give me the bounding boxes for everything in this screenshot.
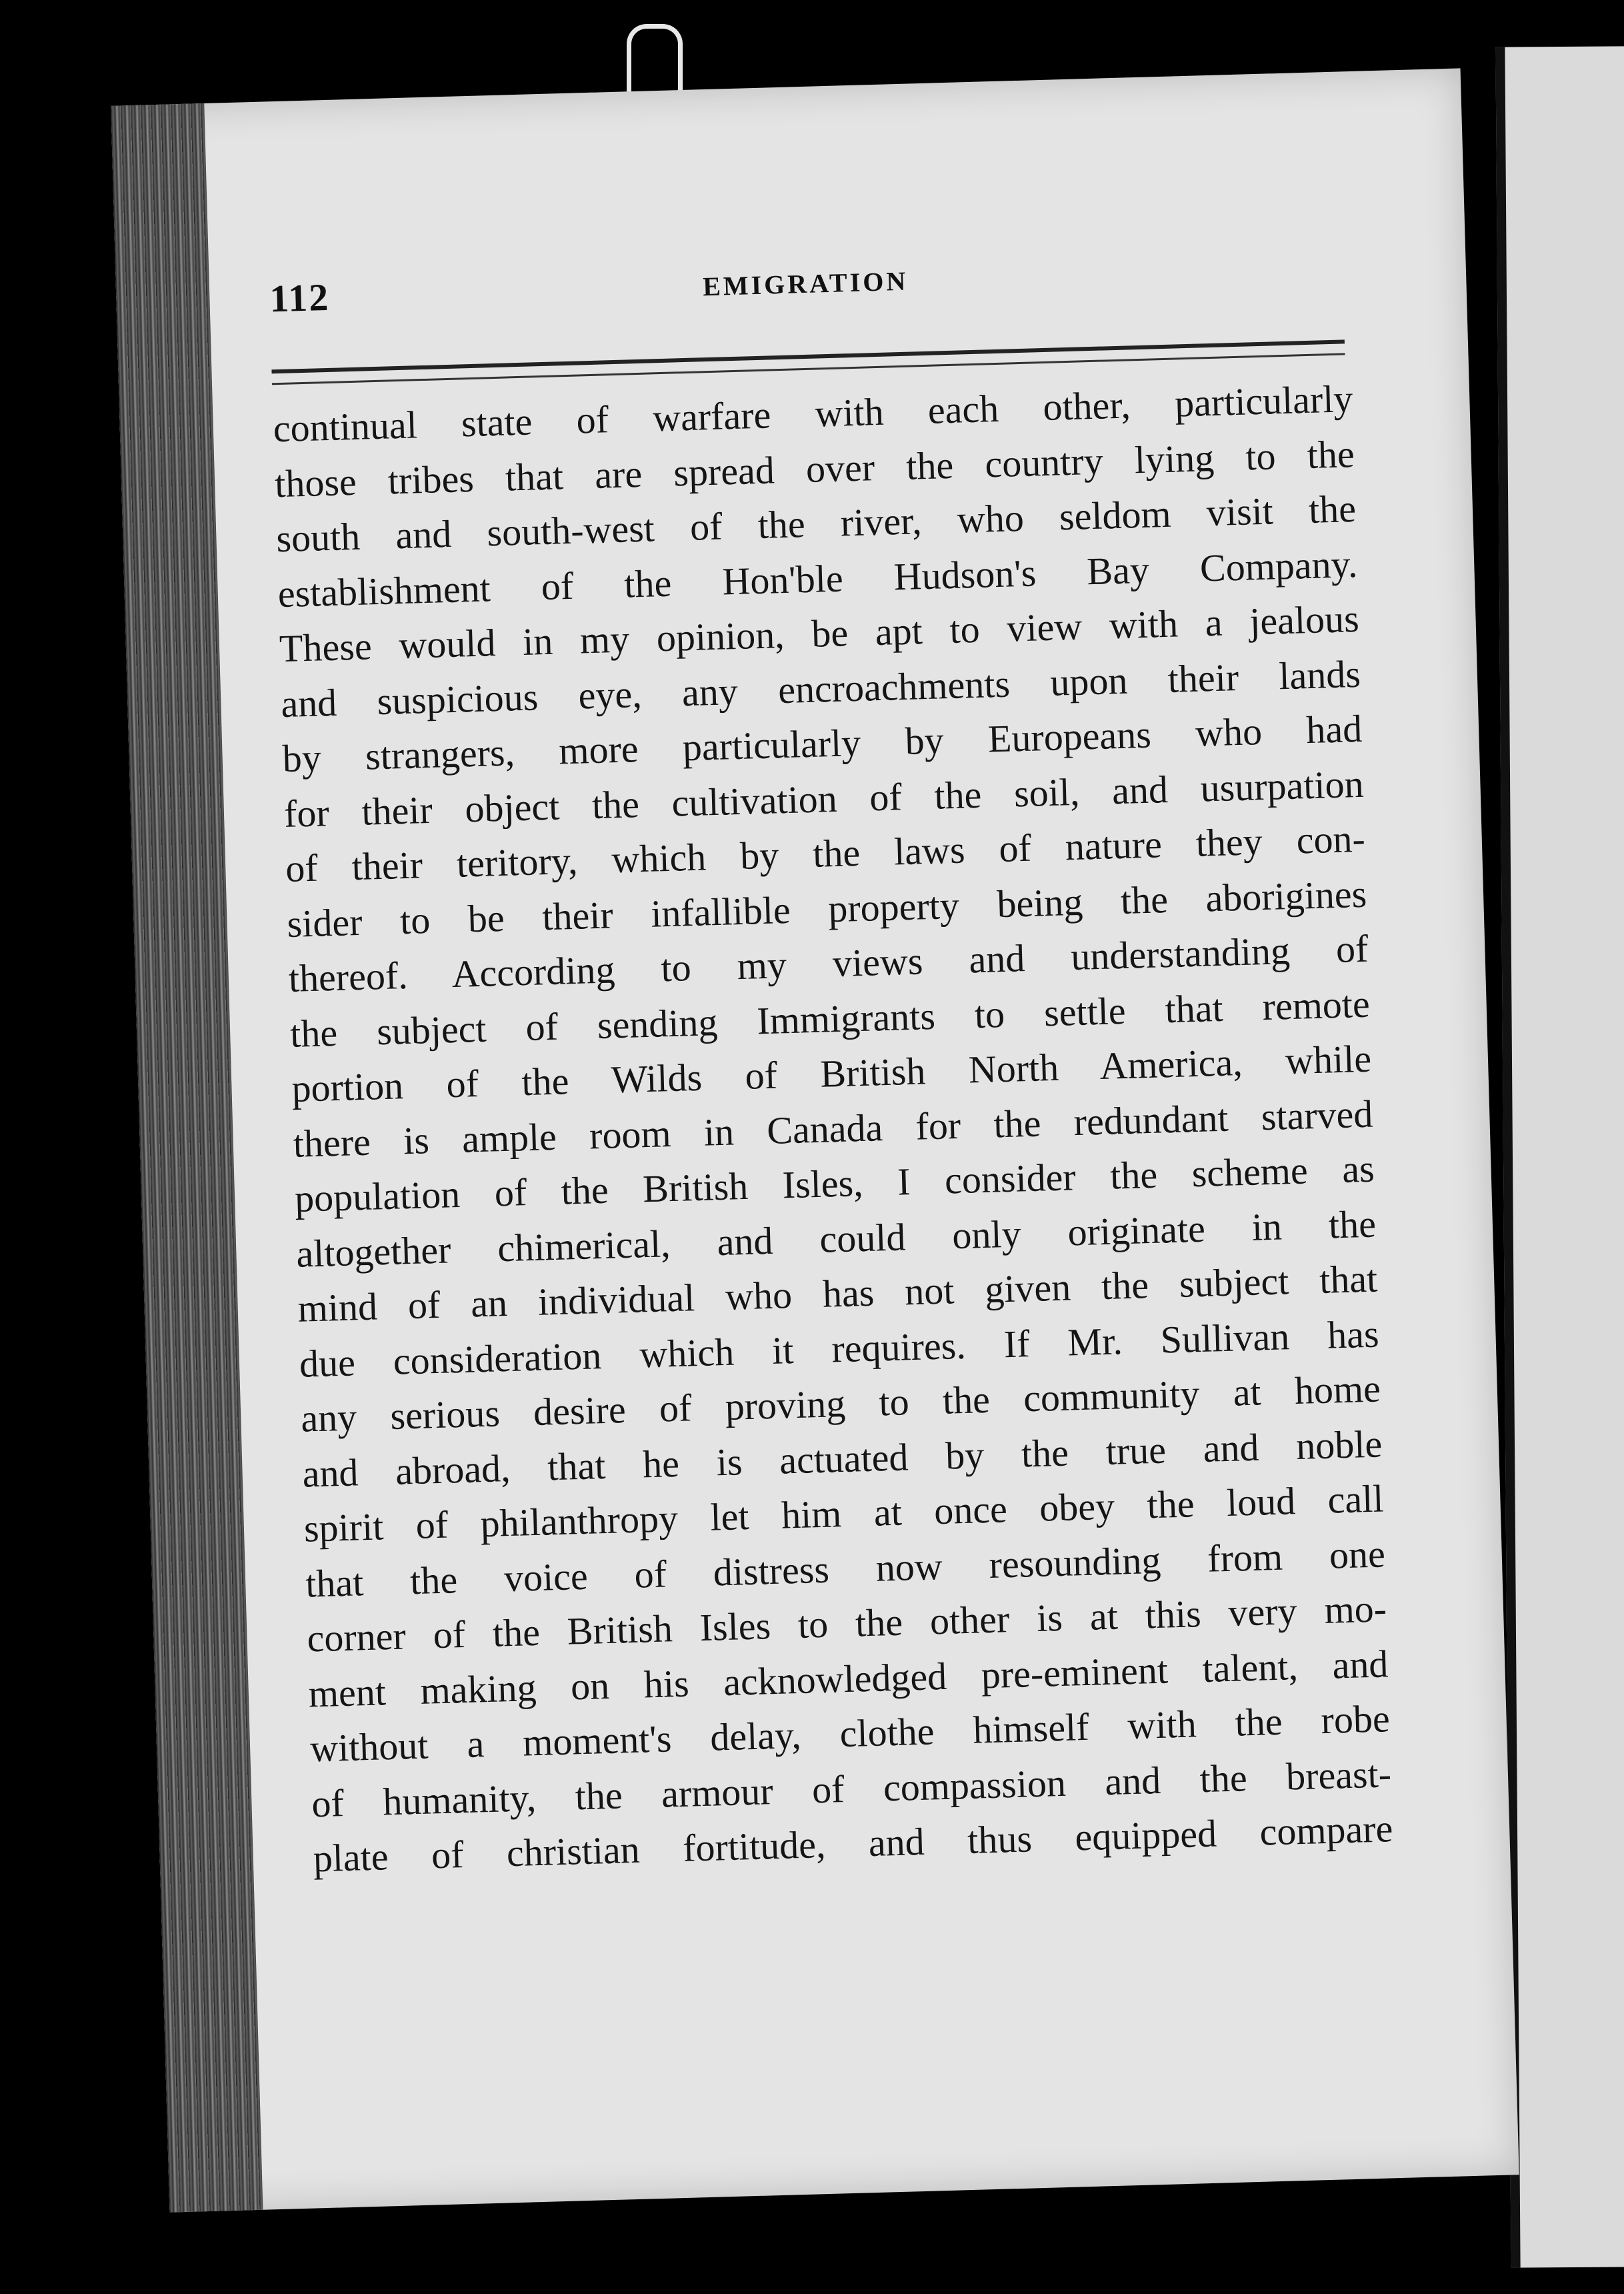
text-line: altogether chimerical, and could only originate in the	[295, 1202, 1377, 1276]
text-line: portion of the Wilds of British North America, while	[291, 1036, 1372, 1110]
text-line: of humanity, the armour of compassion and the breast-	[311, 1751, 1392, 1825]
body-text	[273, 371, 1394, 1887]
text-line: establishment of the Hon'ble Hudson's Bay Company.	[277, 541, 1359, 616]
text-line: those tribes that are spread over the country lying to the	[274, 431, 1355, 505]
text-line: continual state of warfare with each other, particularly	[272, 377, 1354, 451]
text-line: due consideration which it requires. If Mr. Sullivan has	[299, 1312, 1380, 1386]
text-line: ment making on his acknowledged pre-eminent talent, and	[307, 1641, 1389, 1716]
text-line: that the voice of distress now resounding from one	[305, 1531, 1386, 1606]
text-line: and suspicious eye, any encroachments upon their lands	[280, 652, 1361, 726]
stacked-page-edges	[111, 103, 263, 2213]
text-line: south and south-west of the river, who seldom visit the	[275, 486, 1357, 561]
text-line: and abroad, that he is actuated by the true and noble	[301, 1421, 1383, 1496]
text-line: by strangers, more particularly by Europeans who had	[281, 706, 1363, 781]
text-line: thereof. According to my views and understanding of	[288, 926, 1369, 1000]
text-line: there is ample room in Canada for the redundant starved	[292, 1092, 1374, 1166]
text-line: the subject of sending Immigrants to settle that remote	[289, 982, 1371, 1056]
text-line: population of the British Isles, I consider the scheme as	[294, 1146, 1375, 1220]
text-line: of their teritory, which by the laws of nature they con-	[285, 816, 1366, 891]
next-page-edge	[1495, 46, 1624, 2267]
text-line: any serious desire of proving to the community at home	[300, 1366, 1381, 1440]
page-number: 112	[269, 275, 331, 321]
text-line: corner of the British Isles to the other is at this very mo-	[306, 1586, 1387, 1660]
text-line: sider to be their infallible property being the aborigines	[286, 872, 1367, 946]
text-line: without a moment's delay, clothe himself with the robe	[309, 1696, 1391, 1771]
text-line: plate of christian fortitude, and thus equipped compare	[312, 1807, 1394, 1881]
running-head: EMIGRATION	[702, 265, 909, 302]
text-line: mind of an individual who has not given the subject that	[297, 1256, 1379, 1330]
text-line: for their object the cultivation of the soil, and usurpation	[283, 762, 1365, 836]
text-line: spirit of philanthropy let him at once obey the loud call	[303, 1476, 1385, 1550]
page-header	[269, 246, 1350, 321]
book-page	[111, 68, 1519, 2212]
text-line: These would in my opinion, be apt to view with a jealous	[279, 596, 1360, 671]
